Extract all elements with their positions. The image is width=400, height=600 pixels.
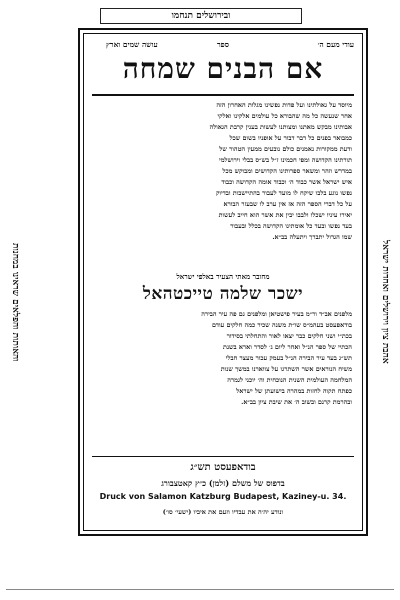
title-page-frame bbox=[78, 28, 368, 536]
description-line: ודעת ממקורות נאמנים כולם נובעים ממעין הטהור של bbox=[219, 145, 352, 153]
description-block bbox=[94, 100, 352, 243]
page-bottom-line bbox=[6, 589, 394, 590]
header-center: ספר bbox=[216, 40, 230, 49]
bio-line: משיח הנוראים אשר השתרגו על צווארנו במשך שנות bbox=[220, 365, 352, 373]
header-row bbox=[92, 40, 354, 52]
authored-by-line: מחובר מאתי הצעיר באלפי ישראל bbox=[176, 272, 270, 281]
inner-border bbox=[83, 33, 363, 531]
description-line: בעד נפשו ובעד כל אומתינו הקדושה בכלל ובעבור bbox=[230, 222, 352, 230]
bio-line: תש״ג בעד עיר הבירה הנ״ל בעמק עכור מעצר חבלי bbox=[225, 354, 352, 362]
printer-latin: Druck von Salamon Katzburg Budapest, Kaziney-u. 34. bbox=[99, 492, 347, 501]
side-text-left: והאותות והפלאים שראינו במחנות bbox=[10, 242, 20, 362]
top-banner: ובירושלים תנחמו bbox=[100, 8, 302, 24]
bio-line: מלפנים אב״ד ור״מ בעיר פישטיאן ומלפנים גם פה עיר הבירה bbox=[201, 310, 352, 318]
bio-line: הכתיי של ספר הנ״ל ואחר ליום ג׳ לסדר וארא בשנת bbox=[223, 343, 352, 351]
description-line: אחר שנעשה כל מה שהבורא כל עולמים אלקינו ואלקי bbox=[217, 112, 352, 120]
bio-line: בודאפעסט בעהמ״ס שו״ת משנה שכיר כמה חלקים עודם bbox=[211, 321, 352, 329]
closing-verse: ונודע יה׳ה את עבדיו וזעם את איביו (ישעי׳ סו׳) bbox=[162, 508, 284, 516]
bio-line: כפתח תקוה לחזות במהרה בישועתן של ישראל bbox=[236, 387, 352, 395]
description-line: נפשו נוגע בלבו שיקח לו מועד לעבור בהתיישבות ובדיוק bbox=[216, 189, 352, 197]
bio-line: ובהרמת קרנם ובשוב ה׳ את שיבת ציון בב״א. bbox=[241, 398, 352, 406]
description-line: במדרש וזהר ומשאר ספרותינו הקדושים ומבוקש מכל bbox=[222, 167, 352, 175]
description-line: מיוסד על גאולתינו ועל פדות נפשינו מגלות האחרון הזה bbox=[216, 101, 352, 109]
header-right: עודי מעם ה׳ bbox=[317, 40, 354, 49]
author-bio-block bbox=[94, 309, 352, 408]
description-line: אבותינו מבקש מאתנו ומצותנו לעשות בענין קרבת הגאולה bbox=[209, 123, 352, 131]
book-title: אם הבנים שמחה bbox=[122, 52, 324, 85]
description-line: תורתינו הקדושה ומפי חכמינו ז״ל בש״ס בבלי וירושלמי bbox=[219, 156, 352, 164]
author-name: ישכר שלמה טייכטהאל bbox=[142, 284, 304, 304]
printer-hebrew: בדפוס של משלם (זלמן) כ״ץ קאטצבורג bbox=[161, 478, 285, 488]
description-line: כמבואר בפנים כל דבר דבור על אופניו בשום שכל bbox=[229, 134, 352, 142]
place-and-year: בודאפעסט תש״ג bbox=[190, 462, 256, 473]
description-line: יאירו עיניו ישכלו ולבבו יבין את אשר הוא חייב לעשות bbox=[218, 211, 352, 219]
bio-line: המלחמה העולמית השנית הנוכחית וה׳ יוכני לגמרה bbox=[227, 376, 352, 384]
description-line: איש ישראל אשר כבוד ה׳ וכבוד אומה הקדושה וכבוד bbox=[221, 178, 352, 186]
header-left: עושה שמים וארץ bbox=[106, 40, 158, 49]
description-line: שמו הגדול יתברך ויתעלה בב״א. bbox=[272, 233, 352, 241]
imprint-divider bbox=[92, 456, 354, 457]
side-text-right: אהבת ציון וירושלים ואחדות ישראל bbox=[380, 240, 390, 364]
description-line: על כל דברי הספר הזה אז אין ערב לו שבעזר הבורא bbox=[223, 200, 352, 208]
bio-line: בכת״י ושני חלקים כבר יצאו לאור והתחלתי בסידור bbox=[226, 332, 352, 340]
title-divider bbox=[92, 94, 354, 96]
